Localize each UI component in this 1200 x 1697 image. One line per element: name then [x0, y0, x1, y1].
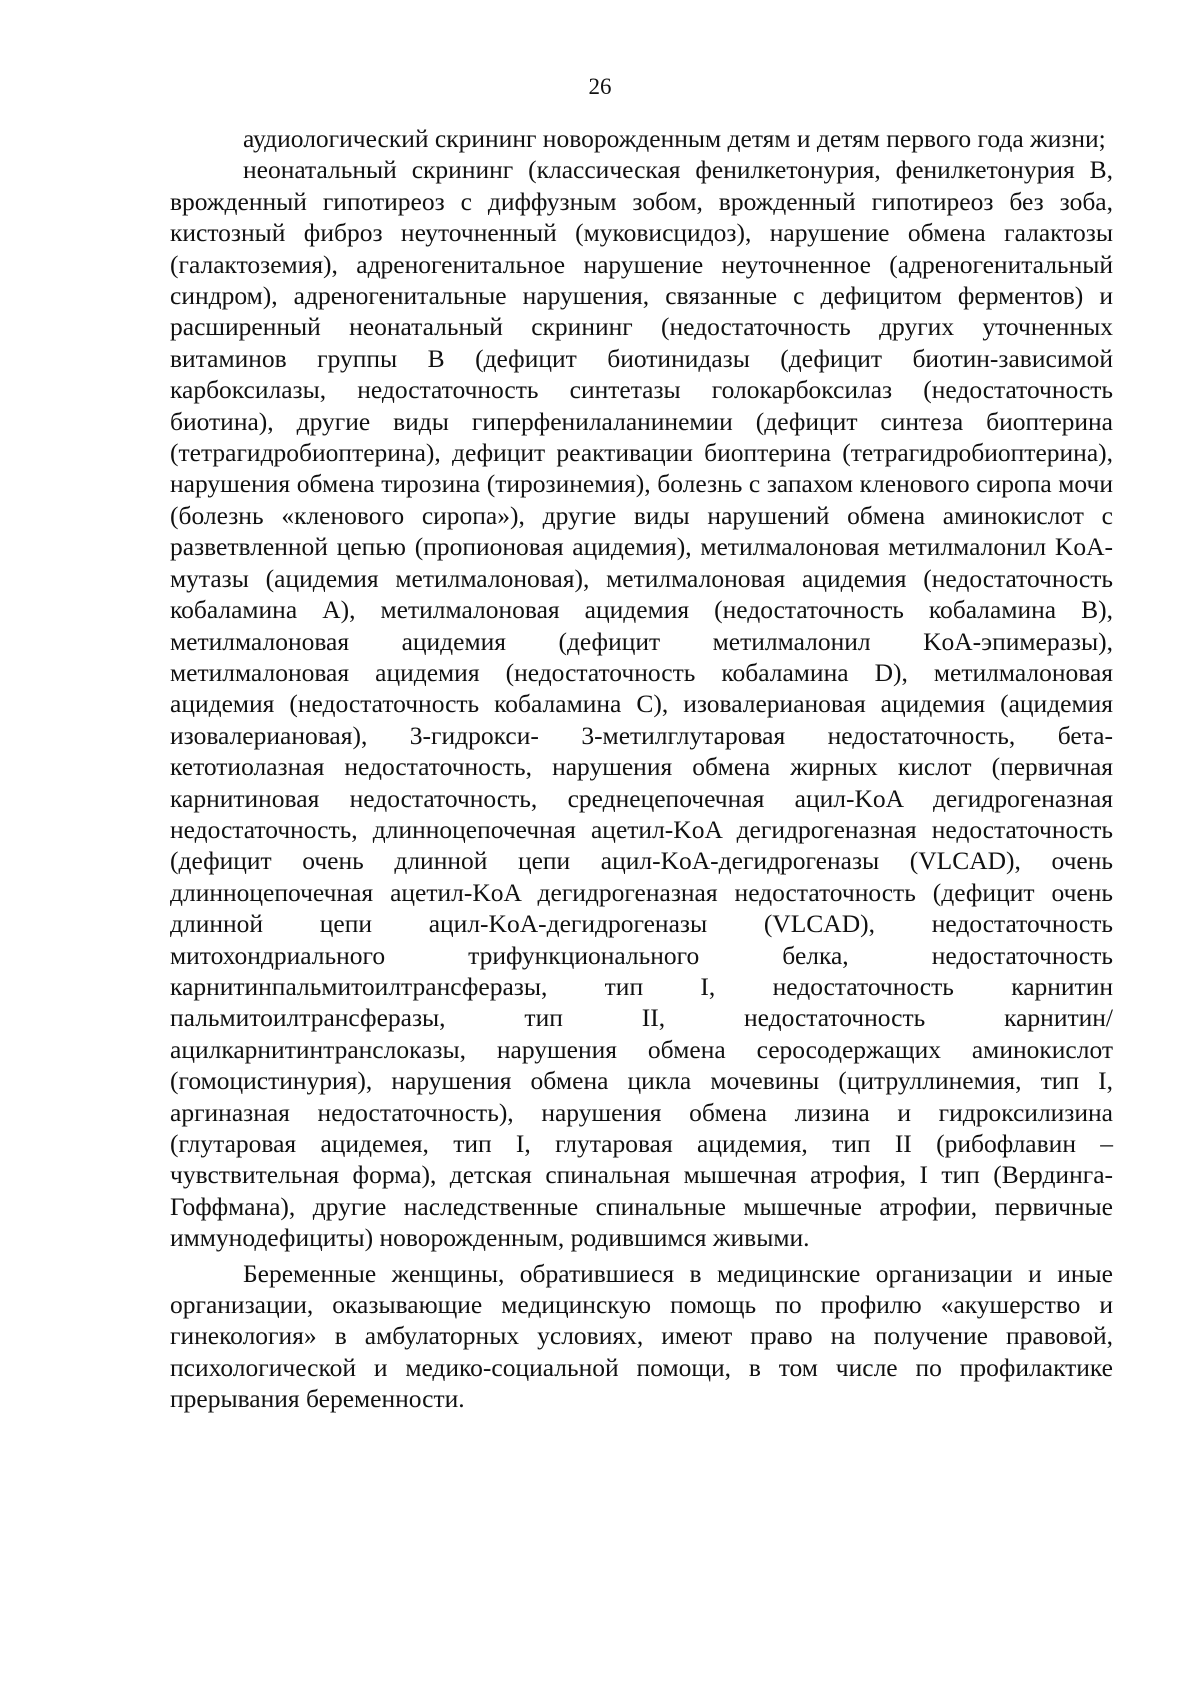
- paragraph-pregnant-women: Беременные женщины, обратившиеся в медицинские организации и иные организации, оказывающие медицинскую помощь по профилю «акушерство и гинекология» в амбулаторных условиях, имеют право на получение правовой, психологической и медико-социальной помощи, в том числе по профилактике прерывания беременности.: [170, 1258, 1113, 1414]
- paragraph-audiological-screening: аудиологический скрининг новорожденным детям и детям первого года жизни;: [243, 124, 1106, 153]
- body-text: [170, 123, 1113, 1415]
- page-number: 26: [588, 74, 612, 99]
- paragraph-neonatal-screening: неонатальный скрининг (классическая фенилкетонурия, фенилкетонурия B, врожденный гипотиреоз с диффузным зобом, врожденный гипотиреоз без зоба, кистозный фиброз неуточненный (муковисцидоз), нарушение обмена галактозы (галактоземия), адреногенитальное нарушение неуточненное (адреногенитальный синдром), адреногенитальные нарушения, связанные с дефицитом ферментов) и расширенный неонатальный скрининг (недостаточность других уточненных витаминов группы B (дефицит биотинидазы (дефицит биотин-зависимой карбоксилазы, недостаточность синтетазы голокарбоксилаз (недостаточность биотина), другие виды гиперфенилаланинемии (дефицит синтеза биоптерина (тетрагидробиоптерина), дефицит реактивации биоптерина (тетрагидробиоптерина), нарушения обмена тирозина (тирозинемия), болезнь с запахом кленового сиропа мочи (болезнь «кленового сиропа»), другие виды нарушений обмена аминокислот с разветвленной цепью (пропионовая ацидемия), метилмалоновая метилмалонил KoA-мутазы (ацидемия метилмалоновая), метилмалоновая ацидемия (недостаточность кобаламина A), метилмалоновая ацидемия (недостаточность кобаламина B), метилмалоновая ацидемия (дефицит метилмалонил KoA-эпимеразы), метилмалоновая ацидемия (недостаточность кобаламина D), метилмалоновая ацидемия (недостаточность кобаламина C), изовалериановая ацидемия (ацидемия изовалериановая), 3-гидрокси- 3-метилглутаровая недостаточность, бета-кетотиолазная недостаточность, нарушения обмена жирных кислот (первичная карнитиновая недостаточность, среднецепочечная ацил-KoA дегидрогеназная недостаточность, длинноцепочечная ацетил-KoA дегидрогеназная недостаточность (дефицит очень длинной цепи ацил-KoA-дегидрогеназы (VLCAD), очень длинноцепочечная ацетил-KoA дегидрогеназная недостаточность (дефицит очень длинной цепи ацил-KoA-дегидрогеназы (VLCAD), недостаточность митохондриального трифункционального белка, недостаточность карнитинпальмитоилтрансферазы, тип I, недостаточность карнитин пальмитоилтрансферазы, тип II, недостаточность карнитин/ацилкарнитинтранслоказы, нарушения обмена серосодержащих аминокислот (гомоцистинурия), нарушения обмена цикла мочевины (цитруллинемия, тип I, аргиназная недостаточность), нарушения обмена лизина и гидроксилизина (глутаровая ацидемея, тип I, глутаровая ацидемия, тип II (рибофлавин – чувствительная форма), детская спинальная мышечная атрофия, I тип (Вердинга-Гоффмана), другие наследственные спинальные мышечные атрофии, первичные иммунодефициты) новорожденным, родившимся живыми.: [170, 155, 1113, 1253]
